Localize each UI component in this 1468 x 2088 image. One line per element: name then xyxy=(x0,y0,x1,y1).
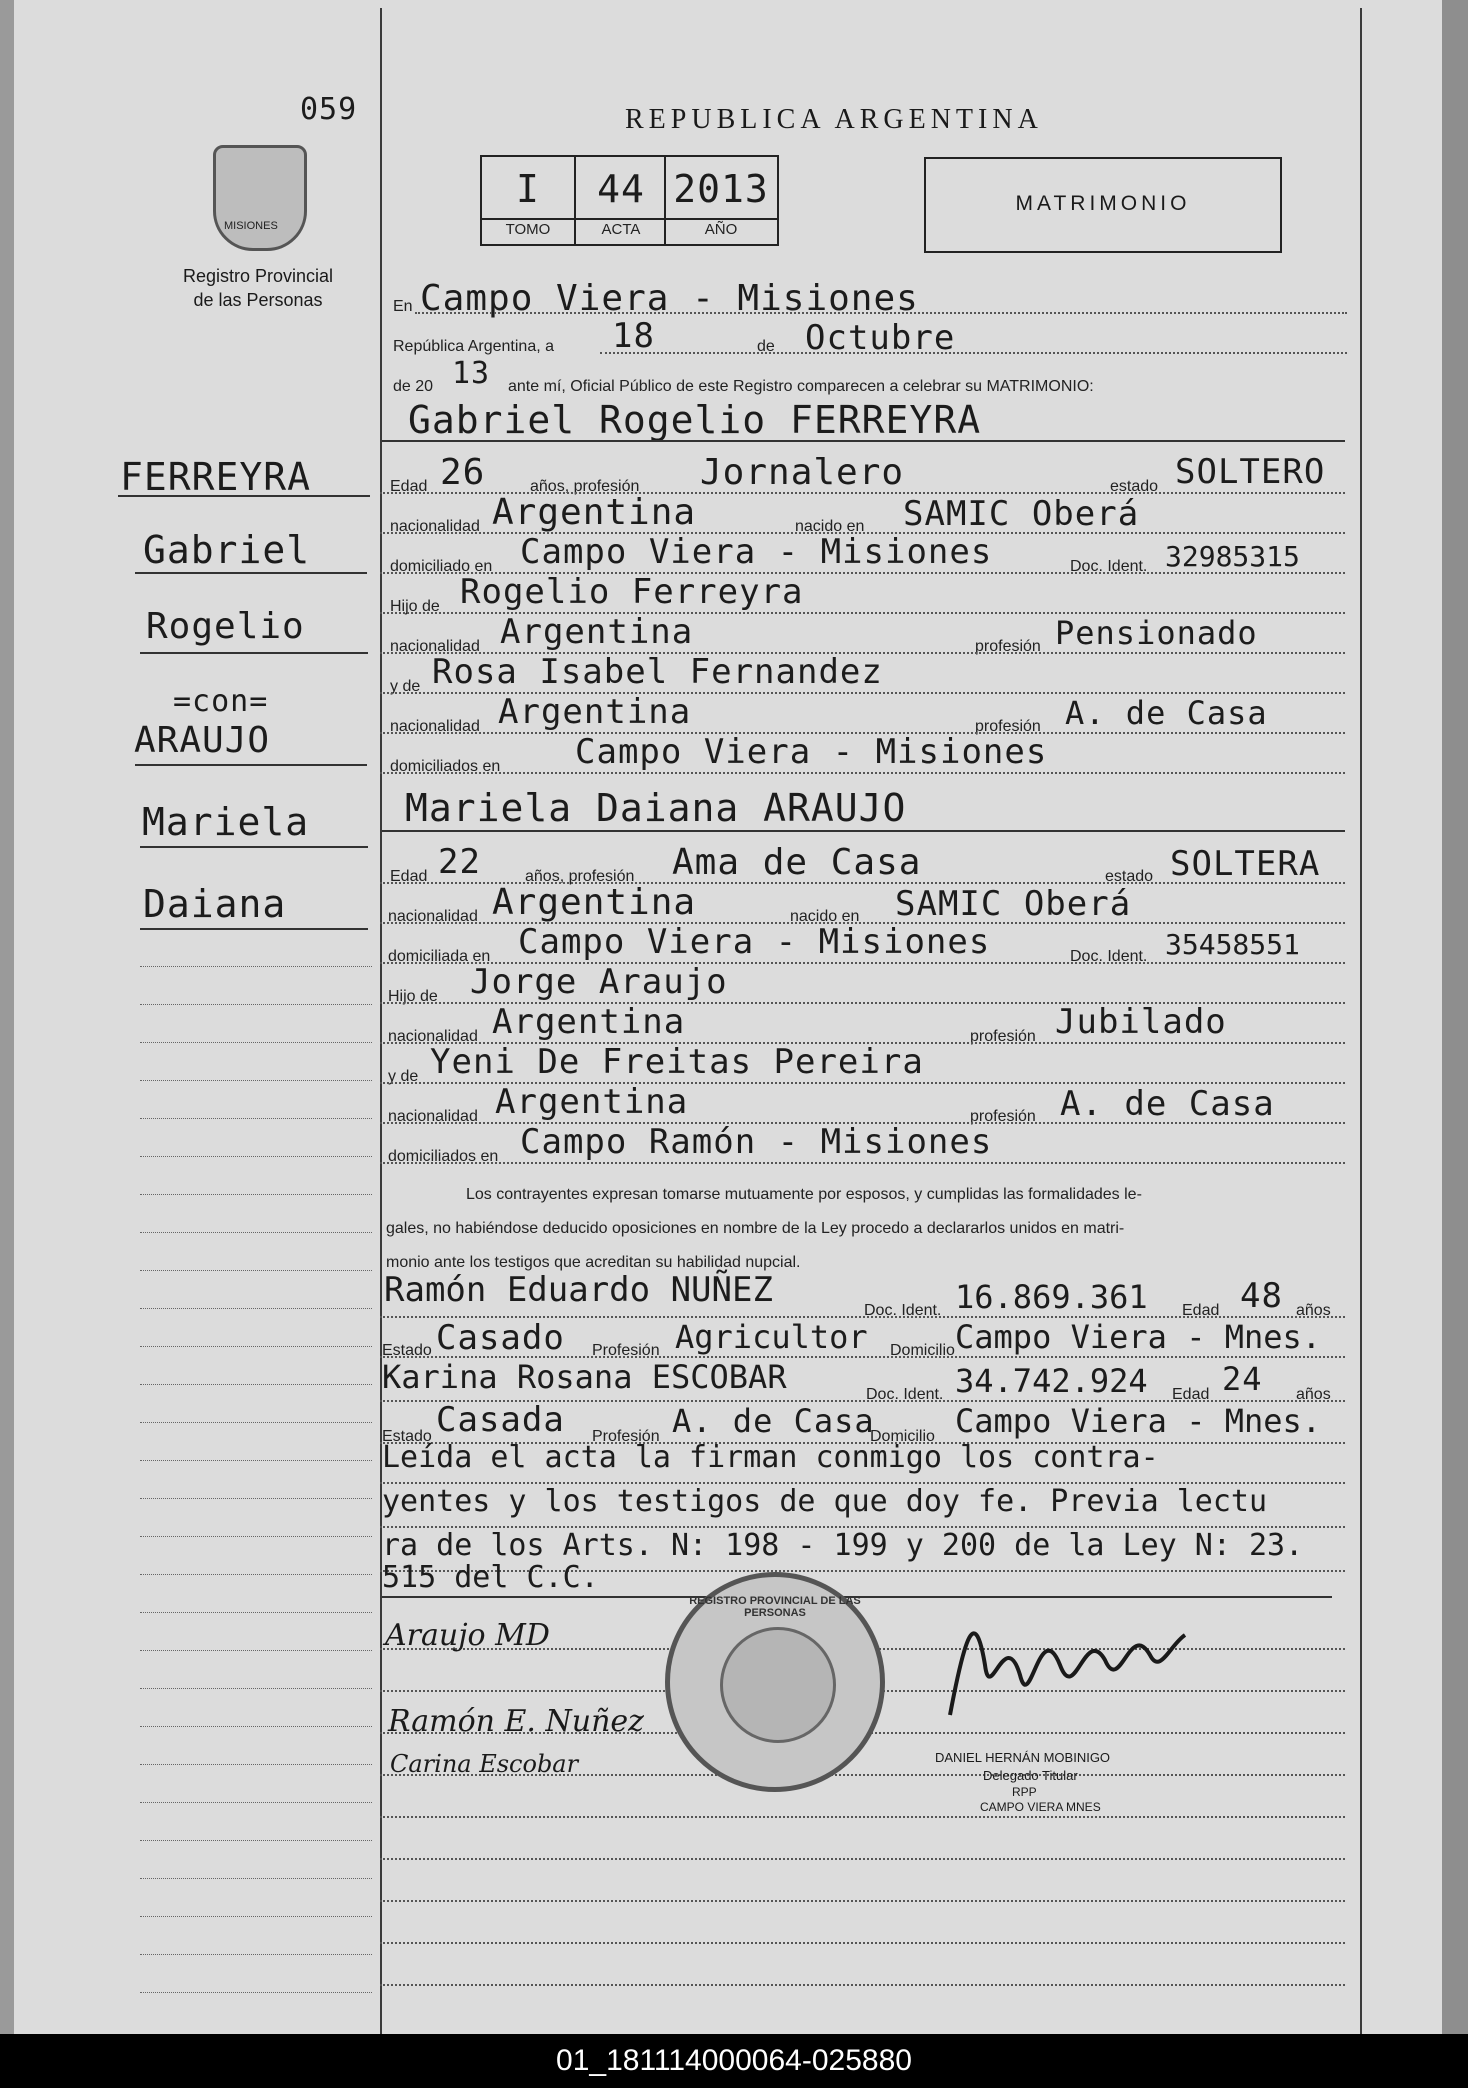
groom-nationality: Argentina xyxy=(492,492,697,533)
declaration-line2: gales, no habiéndose deducido oposiciones en nombre de la Ley procedo a declararlos unidos en matri- xyxy=(386,1220,1125,1237)
label-y-de: y de xyxy=(390,678,421,695)
label-profesion: profesión xyxy=(975,718,1041,735)
groom-father-profession: Pensionado xyxy=(1055,614,1258,652)
official-stamp xyxy=(665,1572,885,1792)
label-edad: Edad xyxy=(390,868,428,885)
witness2-doc: 34.742.924 xyxy=(955,1362,1148,1400)
label-domiciliados: domiciliados en xyxy=(388,1148,499,1165)
label-doc-ident: Doc. Ident. xyxy=(1070,948,1148,965)
label-en: En xyxy=(393,298,413,315)
label-doc-ident: Doc. Ident. xyxy=(864,1302,942,1319)
bride-mother-nationality: Argentina xyxy=(495,1082,689,1122)
label-domiciliados: domiciliados en xyxy=(390,758,501,775)
margin-con: =con= xyxy=(173,684,269,719)
label-nacionalidad: nacionalidad xyxy=(388,1028,478,1045)
place: Campo Viera - Misiones xyxy=(420,278,919,319)
closing-line1: Leída el acta la firman conmigo los contra- xyxy=(382,1440,1159,1475)
registry-name-line1: Registro Provincial xyxy=(182,266,334,286)
label-nacionalidad: nacionalidad xyxy=(390,638,480,655)
label-nacido-en: nacido en xyxy=(795,518,865,535)
label-doc-ident: Doc. Ident. xyxy=(1070,558,1148,575)
groom-mother-nationality: Argentina xyxy=(498,692,692,732)
anio-value: 2013 xyxy=(673,167,769,211)
stamp-seal xyxy=(720,1627,836,1743)
label-edad: Edad xyxy=(390,478,428,495)
official-role: Delegado Titular xyxy=(983,1768,1078,1783)
margin-surname1: FERREYRA xyxy=(120,455,312,499)
acta-value: 44 xyxy=(597,167,645,211)
label-anos: años xyxy=(1296,1386,1331,1403)
official-place: CAMPO VIERA MNES xyxy=(980,1800,1101,1814)
witness2-domicile: Campo Viera - Mnes. xyxy=(955,1402,1322,1440)
groom-doc: 32985315 xyxy=(1165,540,1300,573)
witness1-domicile: Campo Viera - Mnes. xyxy=(955,1318,1322,1356)
label-hijo-de: Hijo de xyxy=(388,988,438,1005)
act-type-box xyxy=(924,157,1282,253)
declaration-line1: Los contrayentes expresan tomarse mutuamente por esposos, y cumplidas las formalidades le- xyxy=(466,1186,1142,1203)
label-profesion: profesión xyxy=(970,1108,1036,1125)
misiones-logo xyxy=(213,145,307,251)
groom-father: Rogelio Ferreyra xyxy=(460,572,804,612)
bride-doc: 35458551 xyxy=(1165,928,1300,961)
groom-domicile: Campo Viera - Misiones xyxy=(520,532,993,572)
page-edge-right xyxy=(1442,0,1468,2034)
label-domiciliado: domiciliado en xyxy=(390,558,493,575)
label-edad: Edad xyxy=(1182,1302,1220,1319)
anio-label: AÑO xyxy=(704,221,738,238)
label-estado: estado xyxy=(1105,868,1154,885)
label-doc-ident: Doc. Ident. xyxy=(866,1386,944,1403)
label-domicilio: Domicilio xyxy=(870,1428,935,1445)
groom-profession: Jornalero xyxy=(700,452,905,493)
label-republica: República Argentina, a xyxy=(393,338,554,355)
signature-witness2: Carina Escobar xyxy=(390,1750,579,1778)
label-profesion: profesión xyxy=(975,638,1041,655)
label-estado: Estado xyxy=(382,1342,432,1359)
label-de20: de 20 xyxy=(393,378,434,395)
intro-text: ante mí, Oficial Público de este Registro comparecen a celebrar su MATRIMONIO: xyxy=(508,378,1094,395)
page-code: 059 xyxy=(300,92,358,127)
witness1-age: 48 xyxy=(1240,1276,1283,1316)
groom-mother-profession: A. de Casa xyxy=(1065,694,1268,732)
tomo-label: TOMO xyxy=(505,221,551,238)
groom-born-in: SAMIC Oberá xyxy=(903,494,1140,534)
bride-name: Mariela Daiana ARAUJO xyxy=(405,786,907,830)
label-nacionalidad: nacionalidad xyxy=(388,1108,478,1125)
witness2-name: Karina Rosana ESCOBAR xyxy=(382,1358,787,1396)
registry-name-line2: de las Personas xyxy=(193,290,323,310)
groom-age: 26 xyxy=(440,452,486,493)
label-profesion: Profesión xyxy=(592,1342,660,1359)
witness1-profession: Agricultor xyxy=(675,1318,868,1356)
groom-name: Gabriel Rogelio FERREYRA xyxy=(408,398,982,442)
bride-domicile: Campo Viera - Misiones xyxy=(518,922,991,962)
label-profesion: Profesión xyxy=(592,1428,660,1445)
label-estado: estado xyxy=(1110,478,1159,495)
image-id-footer: 01_181114000064-025880 xyxy=(0,2034,1468,2088)
right-border-line xyxy=(1360,8,1362,2034)
closing-line2: yentes y los testigos de que doy fe. Previa lectu xyxy=(382,1484,1268,1519)
bride-status: SOLTERA xyxy=(1170,844,1321,884)
label-domicilio: Domicilio xyxy=(890,1342,955,1359)
bride-profession: Ama de Casa xyxy=(672,842,922,883)
official-signature xyxy=(945,1605,1190,1725)
label-hijo-de: Hijo de xyxy=(390,598,440,615)
witness1-doc: 16.869.361 xyxy=(955,1278,1148,1316)
label-anos-profesion: años, profesión xyxy=(525,868,635,885)
label-nacido-en: nacido en xyxy=(790,908,860,925)
margin-name1b: Rogelio xyxy=(146,606,305,647)
groom-mother: Rosa Isabel Fernandez xyxy=(432,652,883,692)
official-name: DANIEL HERNÁN MOBINIGO xyxy=(935,1750,1111,1765)
year: 13 xyxy=(452,356,491,391)
acta-label: ACTA xyxy=(601,221,641,238)
label-anos: años xyxy=(1296,1302,1331,1319)
logo-text: MISIONES xyxy=(224,220,278,232)
witness1-status: Casado xyxy=(436,1318,565,1358)
signature-witness1: Ramón E. Nuñez xyxy=(388,1704,644,1739)
act-type: MATRIMONIO xyxy=(1015,192,1191,215)
witness1-name: Ramón Eduardo NUÑEZ xyxy=(384,1270,773,1310)
margin-name2b: Daiana xyxy=(143,882,287,926)
label-profesion: profesión xyxy=(970,1028,1036,1045)
label-y-de: y de xyxy=(388,1068,419,1085)
bride-mother-profession: A. de Casa xyxy=(1060,1084,1275,1124)
label-de: de xyxy=(757,338,775,355)
label-domiciliada: domiciliada en xyxy=(388,948,491,965)
groom-status: SOLTERO xyxy=(1175,452,1326,492)
bride-age: 22 xyxy=(438,842,481,882)
label-estado: Estado xyxy=(382,1428,432,1445)
label-anos-profesion: años, profesión xyxy=(530,478,640,495)
label-nacionalidad: nacionalidad xyxy=(388,908,478,925)
witness2-status: Casada xyxy=(436,1400,565,1440)
bride-mother: Yeni De Freitas Pereira xyxy=(430,1042,924,1082)
official-office: RPP xyxy=(1012,1785,1037,1799)
act-number-box xyxy=(480,155,779,246)
bride-father-profession: Jubilado xyxy=(1055,1002,1227,1042)
margin-name2a: Mariela xyxy=(142,800,310,844)
bride-father-nationality: Argentina xyxy=(492,1002,686,1042)
bride-born-in: SAMIC Oberá xyxy=(895,884,1132,924)
label-nacionalidad: nacionalidad xyxy=(390,718,480,735)
groom-parents-domicile: Campo Viera - Misiones xyxy=(575,732,1048,772)
margin-name1a: Gabriel xyxy=(143,528,311,572)
bride-father: Jorge Araujo xyxy=(470,962,728,1002)
closing-line3: ra de los Arts. N: 198 - 199 y 200 de la Ley N: 23. xyxy=(382,1528,1304,1563)
stamp-text: REGISTRO PROVINCIAL DE LAS PERSONAS xyxy=(689,1595,861,1619)
month: Octubre xyxy=(805,318,956,358)
margin-surname2: ARAUJO xyxy=(134,720,271,761)
bride-nationality: Argentina xyxy=(492,882,697,923)
tomo-value: I xyxy=(516,167,540,211)
witness2-age: 24 xyxy=(1222,1360,1263,1398)
signature-bride: Araujo MD xyxy=(385,1618,550,1653)
witness2-profession: A. de Casa xyxy=(672,1402,875,1440)
groom-father-nationality: Argentina xyxy=(500,612,694,652)
country-title: REPUBLICA ARGENTINA xyxy=(625,104,1043,135)
label-edad: Edad xyxy=(1172,1386,1210,1403)
label-nacionalidad: nacionalidad xyxy=(390,518,480,535)
bride-parents-domicile: Campo Ramón - Misiones xyxy=(520,1122,993,1162)
page-edge-left xyxy=(0,0,14,2034)
day: 18 xyxy=(612,316,655,356)
closing-line4: 515 del C.C. xyxy=(382,1560,599,1595)
declaration-line3: monio ante los testigos que acreditan su habilidad nupcial. xyxy=(386,1254,801,1271)
margin-divider xyxy=(380,8,382,2034)
